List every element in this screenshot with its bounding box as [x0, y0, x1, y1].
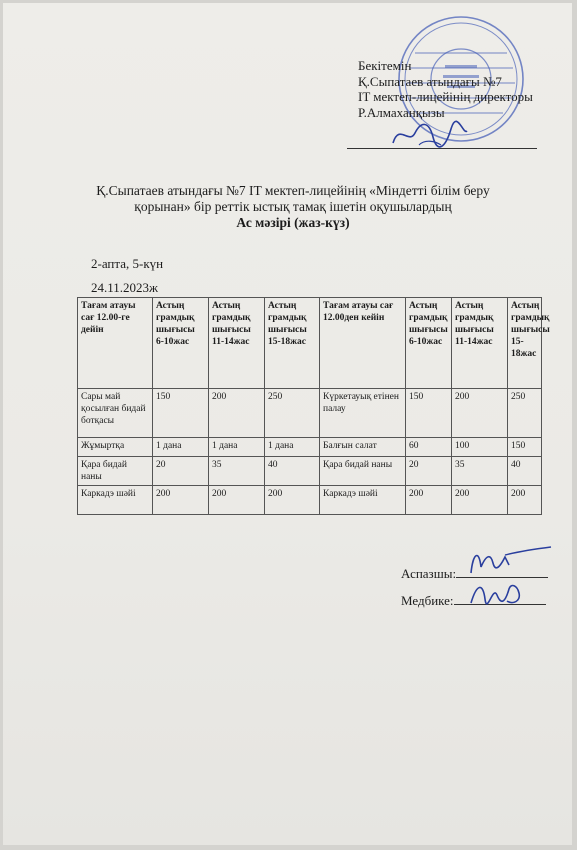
table-cell: 250	[265, 389, 320, 438]
approval-school: Қ.Сыпатаев атындағы №7	[358, 73, 502, 89]
title-line-2: қорынан» бір реттік ыстық тамақ ішетін оқушылардың	[134, 199, 452, 214]
table-cell: Қара бидай наны	[78, 457, 153, 486]
table-cell: 200	[153, 486, 209, 515]
table-cell: Сары май қосылған бидай ботқасы	[78, 389, 153, 438]
table-header-cell: Тағам атауы сағ 12.00ден кейін	[320, 298, 406, 389]
document-page	[3, 3, 572, 845]
table-cell: Балғын салат	[320, 438, 406, 457]
table-cell: Каркадэ шәйі	[78, 486, 153, 515]
table-cell: Күркетауық етінен палау	[320, 389, 406, 438]
title-menu-heading: Ас мәзірі (жаз-күз)	[236, 215, 350, 230]
menu-table	[77, 297, 550, 515]
table-cell: 150	[406, 389, 452, 438]
table-header-cell: Астың грамдық шығысы 6-10жас	[153, 298, 209, 389]
table-cell: 20	[406, 457, 452, 486]
table-cell: 35	[452, 457, 508, 486]
table-header-cell: Астың грамдық шығысы 11-14жас	[209, 298, 265, 389]
table-cell: Каркадэ шәйі	[320, 486, 406, 515]
table-cell: 200	[209, 486, 265, 515]
table-header-cell: Астың грамдық шығысы 6-10жас	[406, 298, 452, 389]
table-cell: 35	[209, 457, 265, 486]
nurse-label: Медбике:	[401, 593, 454, 608]
table-header-cell: Астың грамдық шығысы 11-14жас	[452, 298, 508, 389]
table-cell: 150	[153, 389, 209, 438]
table-cell: 200	[406, 486, 452, 515]
table-row	[78, 486, 542, 515]
table-cell: 200	[452, 389, 508, 438]
date-label: 24.11.2023ж	[91, 280, 158, 295]
table-cell: 1 дана	[153, 438, 209, 457]
table-cell: 60	[406, 438, 452, 457]
table-cell: 100	[452, 438, 508, 457]
table-cell: 1 дана	[209, 438, 265, 457]
table-row	[78, 389, 542, 438]
table-cell: 40	[508, 457, 542, 486]
table-cell: 150	[508, 438, 542, 457]
nurse-signature-icon	[467, 577, 527, 609]
table-cell: 20	[153, 457, 209, 486]
table-header-cell: Астың грамдық шығысы 15-18жас	[265, 298, 320, 389]
table-cell: 200	[209, 389, 265, 438]
table-cell: Жұмыртқа	[78, 438, 153, 457]
approval-signature-line	[347, 148, 537, 149]
approval-director-name: Р.Алмаханқызы	[358, 104, 445, 120]
document-title	[63, 183, 523, 231]
table-cell: 40	[265, 457, 320, 486]
approval-position: IT мектеп-лицейінің директоры	[358, 89, 533, 104]
cook-signature-icon	[465, 543, 555, 579]
table-cell: 200	[452, 486, 508, 515]
cook-label: Аспазшы:	[401, 566, 457, 581]
approval-heading: Бекітемін	[358, 58, 412, 73]
table-cell: Қара бидай наны	[320, 457, 406, 486]
table-header-cell: Астың грамдық шығысы 15-18жас	[508, 298, 542, 389]
director-signature-icon	[389, 115, 469, 155]
title-line-1: Қ.Сыпатаев атындағы №7 IT мектеп-лицейінің «Міндетті білім беру	[96, 183, 490, 198]
week-day-label: 2-апта, 5-күн	[91, 256, 164, 271]
table-cell: 250	[508, 389, 542, 438]
table-cell: 200	[508, 486, 542, 515]
table-cell: 200	[265, 486, 320, 515]
table-header-cell: Тағам атауы сағ 12.00-ге дейін	[78, 298, 153, 389]
table-cell: 1 дана	[265, 438, 320, 457]
approval-block	[358, 58, 533, 120]
table-row	[78, 438, 542, 457]
table-row	[78, 457, 542, 486]
table-header-row	[78, 298, 542, 389]
